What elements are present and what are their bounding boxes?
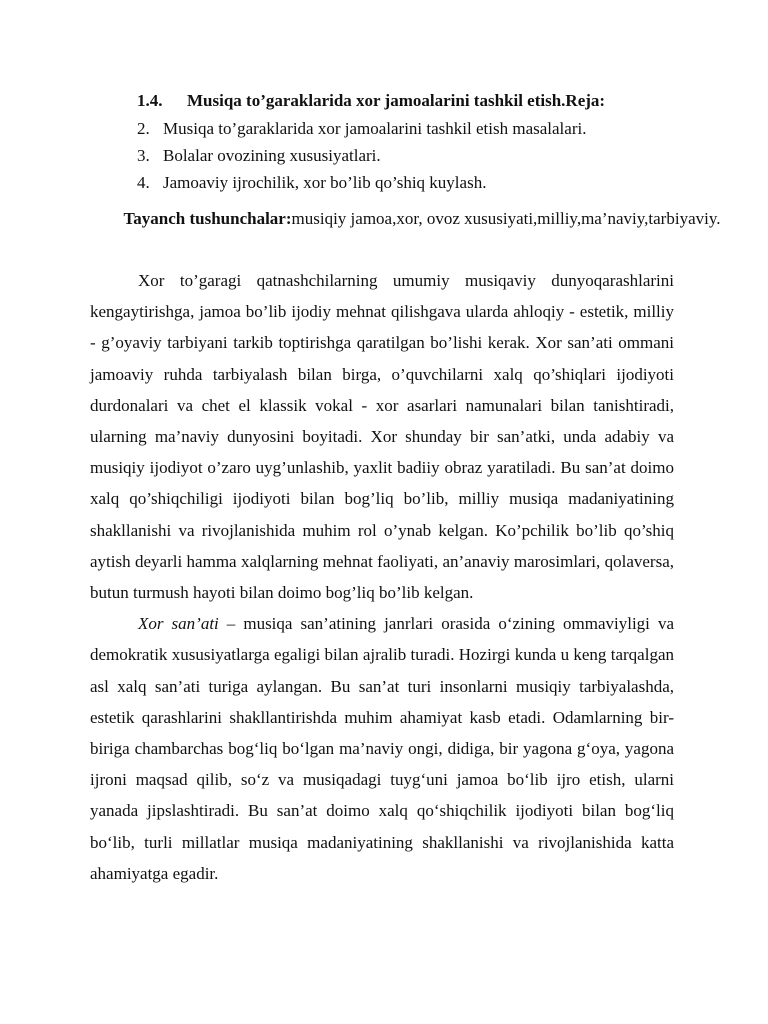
plan-item-text: Jamoaviy ijrochilik, xor bo’lib qo’shiq kuylash. — [163, 173, 487, 192]
key-concepts-text: musiqiy jamoa,xor, ovoz xususiyati,milliy,ma’naviy,tarbiyaviy. — [291, 209, 721, 228]
body-text — [90, 265, 674, 889]
plan-item-text: Musiqa to’garaklarida xor jamoalarini tashkil etish masalalari. — [163, 119, 587, 138]
key-concepts-label: Tayanch tushunchalar: — [123, 209, 292, 228]
paragraph-2 — [90, 608, 674, 889]
paragraph-2-text: – musiqa san’atining janrlari orasida o‘zining ommaviyligi va demokratik xususiyatlarga egaligi bilan ajralib turadi. Hozirgi kunda u keng tarqalgan asl xalq san’ati turiga aylangan. Bu san’at turi insonlarni musiqiy tarbiyalashda, estetik qarashlarini shakllantirishda muhim ahamiyat kasb etadi. Odamlarning bir-biriga chambarchas bog‘liq bo‘lgan ma’naviy ongi, didiga, bir yagona g‘oya, yagona ijroni maqsad qilib, so‘z va musiqadagi tuyg‘uni jamoa bo‘lib ijro etish, ularni yanada jipslashtiradi. Bu san’at doimo xalq qo‘shiqchilik ijodiyoti bilan bog‘liq bo‘lib, turli millatlar musiqa madaniyatining shakllanishi va rivojlanishida katta ahamiyatga egadir. — [90, 614, 674, 883]
key-concepts — [90, 203, 754, 234]
plan-item-number: 4. — [137, 173, 150, 192]
plan-item-number: 2. — [137, 119, 150, 138]
section-title: Musiqa to’garaklarida xor jamoalarini tashkil etish.Reja: — [187, 91, 606, 110]
plan-item — [137, 142, 586, 169]
section-heading — [137, 88, 605, 114]
plan-item-text: Bolalar ovozining xususiyatlari. — [163, 146, 381, 165]
plan-item — [137, 115, 586, 142]
section-number: 1.4. — [137, 91, 163, 110]
plan-item — [137, 169, 586, 196]
plan-item-number: 3. — [137, 146, 150, 165]
plan-list — [137, 115, 586, 196]
paragraph-1: Xor to’garagi qatnashchilarning umumiy musiqaviy dunyoqarashlarini kengaytirishga, jamoa bo’lib ijodiy mehnat qilishgava ularda ahloqiy - estetik, milliy - g’oyaviy tarbiyani tarkib toptirishga qaratilgan bo’lishi kerak. Xor san’ati ommani jamoaviy ruhda tarbiyalash bilan birga, o’quvchilarni xalq qo’shiqlari ijodiyoti durdonalari va chet el klassik vokal - xor asarlari namunalari bilan tanishtiradi, ularning ma’naviy dunyosini boyitadi. Xor shunday bir san’atki, unda adabiy va musiqiy ijodiyot o’zaro uyg’unlashib, yaxlit badiiy obraz yaratiladi. Bu san’at doimo xalq qo’shiqchiligi ijodiyoti bilan bog’liq bo’lib, milliy musiqa madaniyatining shakllanishi va rivojlanishida muhim rol o’ynab kelgan. Ko’pchilik bo’lib qo’shiq aytish deyarli hamma xalqlarning mehnat faoliyati, an’anaviy marosimlari, qolaversa, butun turmush hayoti bilan doimo bog’liq bo’lib kelgan. — [90, 271, 674, 603]
paragraph-2-term: Xor san’ati — [138, 614, 219, 634]
